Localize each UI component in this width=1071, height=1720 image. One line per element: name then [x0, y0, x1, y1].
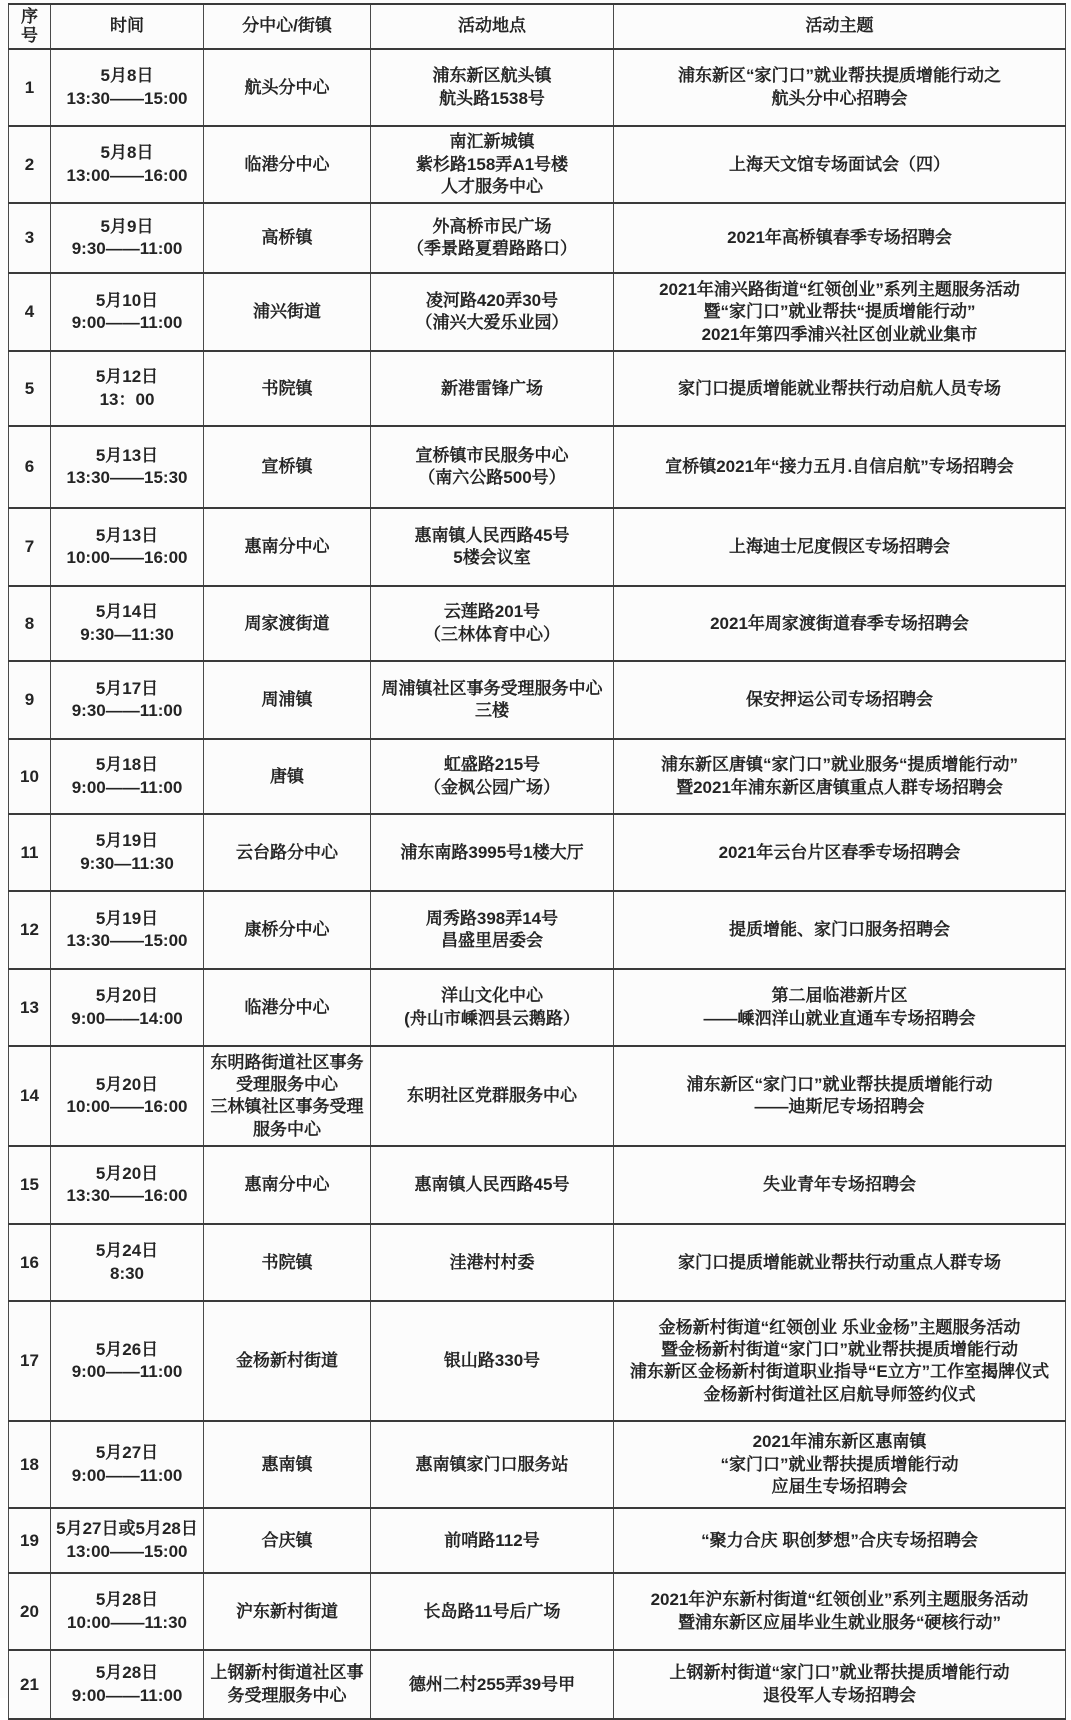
cell-line: 9:00——11:00: [71, 1685, 183, 1705]
cell-location: [371, 126, 614, 203]
col-header-location: 活动地点: [371, 4, 614, 49]
cell-theme: [614, 351, 1066, 426]
cell-line: 13:30——15:00: [66, 931, 188, 951]
cell-location: [371, 1146, 614, 1224]
cell-line: 5月19日: [95, 908, 159, 928]
cell-theme: [614, 508, 1066, 586]
cell-location: [371, 1046, 614, 1146]
cell-no: 8: [9, 586, 51, 661]
cell-center: [204, 969, 371, 1046]
cell-no: 12: [9, 891, 51, 969]
cell-line: 康桥分中心: [244, 920, 330, 940]
cell-time: [51, 814, 204, 891]
cell-time: [51, 1508, 204, 1573]
cell-line: 5月18日: [95, 755, 159, 775]
cell-line: 沪东新村街道: [236, 1601, 338, 1621]
cell-line: 书院镇: [261, 1252, 313, 1272]
cell-no: 11: [9, 814, 51, 891]
table-row: [9, 508, 1066, 586]
table-row: [9, 426, 1066, 508]
cell-time: [51, 661, 204, 739]
cell-location: [371, 351, 614, 426]
cell-line: 9:00——11:00: [71, 1362, 183, 1382]
cell-theme: [614, 1573, 1066, 1650]
cell-line: 东明路街道社区事务受理服务中心: [210, 1052, 364, 1094]
cell-line: （金枫公园广场）: [424, 777, 560, 797]
cell-line: 浦东新区“家门口”就业帮扶提质增能行动之: [678, 66, 1001, 86]
cell-line: 5月8日: [100, 66, 154, 86]
cell-line: 退役军人专场招聘会: [763, 1685, 916, 1705]
cell-line: 浦东新区唐镇“家门口”就业服务“提质增能行动”: [661, 755, 1018, 775]
col-header-no: 序号: [9, 4, 51, 49]
cell-line: 10:00——16:00: [66, 1097, 188, 1117]
cell-center: [204, 1301, 371, 1421]
cell-line: 9:00——11:00: [71, 1465, 183, 1485]
cell-line: 第二届临港新片区: [771, 986, 908, 1006]
cell-location: [371, 1301, 614, 1421]
cell-theme: [614, 1421, 1066, 1508]
cell-line: 13:00——16:00: [66, 165, 188, 185]
cell-time: [51, 586, 204, 661]
cell-line: 10:00——16:00: [66, 548, 188, 568]
cell-line: 5月14日: [95, 602, 159, 622]
cell-line: （季景路夏碧路路口）: [407, 239, 577, 259]
cell-line: 惠南镇家门口服务站: [415, 1454, 569, 1474]
cell-line: 东明社区党群服务中心: [407, 1086, 577, 1106]
cell-line: 三楼: [475, 701, 509, 721]
cell-line: 临港分中心: [244, 154, 330, 174]
cell-line: 5楼会议室: [453, 548, 531, 568]
cell-line: 13:30——16:00: [66, 1186, 188, 1206]
cell-theme: [614, 1146, 1066, 1224]
cell-location: [371, 814, 614, 891]
cell-theme: [614, 126, 1066, 203]
cell-line: 金杨新村街道社区启航导师签约仪式: [703, 1384, 976, 1404]
cell-center: [204, 891, 371, 969]
cell-theme: [614, 1046, 1066, 1146]
cell-line: 5月10日: [95, 290, 159, 310]
cell-theme: [614, 1650, 1066, 1719]
cell-line: 提质增能、家门口服务招聘会: [729, 920, 950, 940]
cell-theme: [614, 1508, 1066, 1573]
cell-time: [51, 273, 204, 351]
cell-theme: [614, 426, 1066, 508]
table-row: [9, 1301, 1066, 1421]
cell-time: [51, 126, 204, 203]
cell-line: “家门口”就业帮扶提质增能行动: [720, 1454, 959, 1474]
cell-center: [204, 739, 371, 814]
cell-line: 长岛路11号后广场: [423, 1601, 561, 1621]
cell-line: 南汇新城镇: [449, 132, 535, 152]
cell-location: [371, 891, 614, 969]
cell-line: 5月9日: [100, 216, 154, 236]
table-row: [9, 969, 1066, 1046]
cell-center: [204, 508, 371, 586]
cell-line: 周浦镇社区事务受理服务中心: [381, 678, 603, 698]
cell-theme: [614, 273, 1066, 351]
cell-line: 5月24日: [95, 1241, 159, 1261]
cell-line: 2021年周家渡街道春季专场招聘会: [710, 613, 969, 633]
cell-line: 保安押运公司专场招聘会: [746, 690, 933, 710]
table-row: [9, 1508, 1066, 1573]
cell-location: [371, 1224, 614, 1301]
cell-location: [371, 1421, 614, 1508]
cell-center: [204, 203, 371, 273]
cell-line: （南六公路500号）: [418, 468, 566, 488]
table-row: [9, 1046, 1066, 1146]
cell-line: 2021年高桥镇春季专场招聘会: [727, 228, 952, 248]
cell-theme: [614, 1301, 1066, 1421]
cell-location: [371, 1573, 614, 1650]
cell-line: 上钢新村街道社区事务受理服务中心: [210, 1663, 364, 1705]
cell-line: 洋山文化中心: [441, 986, 543, 1006]
cell-location: [371, 661, 614, 739]
cell-line: 人才服务中心: [441, 177, 543, 197]
cell-line: 应届生专场招聘会: [771, 1477, 908, 1497]
table-row: [9, 351, 1066, 426]
table-row: [9, 49, 1066, 126]
cell-time: [51, 1421, 204, 1508]
cell-line: 浦东新区金杨新村街道职业指导“E立方”工作室揭牌仪式: [629, 1362, 1050, 1382]
cell-line: 9:00——11:00: [71, 313, 183, 333]
cell-line: 周秀路398弄14号: [425, 908, 559, 928]
cell-center: [204, 1224, 371, 1301]
cell-no: 21: [9, 1650, 51, 1719]
cell-line: ——迪斯尼专场招聘会: [754, 1097, 925, 1117]
cell-line: 惠南分中心: [244, 537, 330, 557]
cell-line: 9:30——11:00: [71, 701, 183, 721]
cell-center: [204, 126, 371, 203]
cell-line: 5月20日: [95, 986, 159, 1006]
cell-line: 新港雷锋广场: [441, 378, 543, 398]
cell-time: [51, 891, 204, 969]
cell-line: 惠南镇人民西路45号: [414, 1175, 570, 1195]
cell-line: 10:00——11:30: [66, 1612, 188, 1632]
cell-line: 5月28日: [95, 1590, 159, 1610]
cell-line: 惠南镇人民西路45号: [414, 525, 570, 545]
cell-theme: [614, 203, 1066, 273]
cell-line: 云台路分中心: [236, 842, 338, 862]
cell-line: 9:30—11:30: [80, 853, 174, 873]
cell-line: 德州二村255弄39号甲: [408, 1674, 576, 1694]
col-header-time: 时间: [51, 4, 204, 49]
cell-line: 金杨新村街道: [236, 1351, 338, 1371]
table-row: [9, 814, 1066, 891]
cell-line: 高桥镇: [261, 228, 313, 248]
cell-line: 宣桥镇2021年“接力五月.自信启航”专场招聘会: [665, 457, 1014, 477]
cell-time: [51, 426, 204, 508]
cell-line: 5月12日: [95, 367, 159, 387]
table-row: [9, 739, 1066, 814]
cell-line: 周浦镇: [261, 690, 313, 710]
cell-no: 16: [9, 1224, 51, 1301]
cell-line: 惠南镇: [261, 1454, 313, 1474]
cell-line: 5月28日: [95, 1663, 159, 1683]
cell-theme: [614, 49, 1066, 126]
cell-line: 13：00: [99, 389, 155, 409]
cell-line: 5月26日: [95, 1339, 159, 1359]
cell-line: （浦兴大爱乐业园）: [415, 313, 569, 333]
cell-location: [371, 739, 614, 814]
cell-line: 浦东新区“家门口”就业帮扶提质增能行动: [686, 1074, 993, 1094]
cell-line: 凌河路420弄30号: [425, 290, 559, 310]
cell-line: 紫杉路158弄A1号楼: [415, 154, 569, 174]
cell-line: 三林镇社区事务受理服务中心: [210, 1097, 364, 1139]
cell-no: 7: [9, 508, 51, 586]
cell-location: [371, 1650, 614, 1719]
cell-line: 浦东新区航头镇: [432, 66, 552, 86]
cell-theme: [614, 814, 1066, 891]
cell-line: 浦兴街道: [253, 302, 321, 322]
cell-line: 5月13日: [95, 525, 159, 545]
table-row: [9, 126, 1066, 203]
cell-line: 5月13日: [95, 445, 159, 465]
cell-line: 9:00——11:00: [71, 777, 183, 797]
cell-line: 航头分中心招聘会: [771, 88, 908, 108]
cell-no: 20: [9, 1573, 51, 1650]
table-row: [9, 1224, 1066, 1301]
cell-center: [204, 661, 371, 739]
cell-no: 2: [9, 126, 51, 203]
cell-time: [51, 739, 204, 814]
cell-line: 浦东南路3995号1楼大厅: [400, 842, 584, 862]
cell-line: 5月27日或5月28日: [56, 1519, 198, 1539]
table-row: [9, 1146, 1066, 1224]
cell-line: 8:30: [109, 1263, 145, 1283]
cell-line: 合庆镇: [261, 1530, 313, 1550]
cell-theme: [614, 739, 1066, 814]
cell-theme: [614, 661, 1066, 739]
cell-location: [371, 203, 614, 273]
cell-center: [204, 1508, 371, 1573]
cell-no: 9: [9, 661, 51, 739]
cell-line: 洼港村村委: [449, 1252, 535, 1272]
cell-line: 暨“家门口”就业帮扶“提质增能行动”: [703, 302, 976, 322]
cell-line: 13:30——15:00: [66, 88, 188, 108]
cell-center: [204, 1573, 371, 1650]
cell-time: [51, 351, 204, 426]
cell-location: [371, 1508, 614, 1573]
cell-no: 19: [9, 1508, 51, 1573]
table-row: [9, 586, 1066, 661]
cell-location: [371, 426, 614, 508]
col-header-center: 分中心/街镇: [204, 4, 371, 49]
cell-line: 13:00——15:00: [66, 1541, 188, 1561]
cell-line: 书院镇: [261, 378, 313, 398]
cell-no: 14: [9, 1046, 51, 1146]
cell-line: 2021年浦东新区惠南镇: [752, 1432, 927, 1452]
cell-line: 云莲路201号: [443, 602, 541, 622]
cell-center: [204, 426, 371, 508]
cell-no: 1: [9, 49, 51, 126]
cell-no: 17: [9, 1301, 51, 1421]
table-row: [9, 661, 1066, 739]
cell-line: 2021年浦兴路街道“红领创业”系列主题服务活动: [659, 279, 1020, 299]
cell-location: [371, 508, 614, 586]
cell-no: 18: [9, 1421, 51, 1508]
cell-time: [51, 1146, 204, 1224]
cell-no: 4: [9, 273, 51, 351]
cell-line: 上钢新村街道“家门口”就业帮扶提质增能行动: [669, 1663, 1010, 1683]
cell-line: 上海天文馆专场面试会（四）: [729, 154, 950, 174]
cell-line: 宣桥镇: [261, 457, 313, 477]
cell-line: 暨浦东新区应届毕业生就业服务“硬核行动”: [678, 1612, 1001, 1632]
cell-line: 航头分中心: [244, 77, 330, 97]
col-header-theme: 活动主题: [614, 4, 1066, 49]
cell-no: 10: [9, 739, 51, 814]
header-row: [9, 4, 1066, 49]
cell-line: 周家渡街道: [244, 613, 330, 633]
cell-line: 5月27日: [95, 1443, 159, 1463]
cell-center: [204, 814, 371, 891]
cell-line: 前哨路112号: [444, 1530, 540, 1550]
cell-line: 航头路1538号: [439, 88, 545, 108]
cell-line: 暨金杨新村街道“家门口”就业帮扶提质增能行动: [661, 1339, 1018, 1359]
table-row: [9, 203, 1066, 273]
cell-no: 3: [9, 203, 51, 273]
cell-center: [204, 1046, 371, 1146]
cell-no: 15: [9, 1146, 51, 1224]
cell-line: “聚力合庆 职创梦想”合庆专场招聘会: [701, 1530, 978, 1550]
table-row: [9, 1650, 1066, 1719]
cell-line: 9:30——11:00: [71, 239, 183, 259]
cell-time: [51, 203, 204, 273]
cell-time: [51, 969, 204, 1046]
table-row: [9, 1573, 1066, 1650]
cell-no: 5: [9, 351, 51, 426]
cell-line: 家门口提质增能就业帮扶行动重点人群专场: [678, 1252, 1001, 1272]
cell-line: 5月19日: [95, 831, 159, 851]
cell-line: 13:30——15:30: [66, 468, 188, 488]
cell-line: 宣桥镇市民服务中心: [415, 445, 569, 465]
cell-no: 13: [9, 969, 51, 1046]
cell-time: [51, 508, 204, 586]
cell-line: 外高桥市民广场: [432, 216, 552, 236]
cell-line: 2021年第四季浦兴社区创业就业集市: [701, 324, 978, 344]
cell-line: 9:00——14:00: [71, 1008, 183, 1028]
events-table: [8, 3, 1066, 1720]
cell-line: 唐镇: [270, 766, 304, 786]
cell-line: 9:30—11:30: [80, 624, 174, 644]
cell-line: 上海迪士尼度假区专场招聘会: [729, 537, 950, 557]
cell-line: ——嵊泗洋山就业直通车专场招聘会: [703, 1008, 976, 1028]
cell-location: [371, 49, 614, 126]
cell-line: 5月20日: [95, 1074, 159, 1094]
cell-time: [51, 1301, 204, 1421]
cell-theme: [614, 969, 1066, 1046]
cell-line: （三林体育中心）: [424, 624, 560, 644]
cell-center: [204, 586, 371, 661]
cell-line: 5月17日: [95, 678, 159, 698]
cell-line: 失业青年专场招聘会: [763, 1175, 916, 1195]
table-row: [9, 1421, 1066, 1508]
table-row: [9, 891, 1066, 969]
cell-center: [204, 1421, 371, 1508]
cell-line: 临港分中心: [244, 997, 330, 1017]
cell-line: 2021年云台片区春季专场招聘会: [718, 842, 961, 862]
cell-time: [51, 1046, 204, 1146]
cell-line: 5月8日: [100, 143, 154, 163]
cell-time: [51, 49, 204, 126]
cell-line: 5月20日: [95, 1163, 159, 1183]
cell-line: 银山路330号: [443, 1351, 541, 1371]
cell-center: [204, 351, 371, 426]
cell-time: [51, 1650, 204, 1719]
cell-line: 家门口提质增能就业帮扶行动启航人员专场: [678, 378, 1001, 398]
cell-line: 惠南分中心: [244, 1175, 330, 1195]
cell-line: 金杨新村街道“红领创业 乐业金杨”主题服务活动: [658, 1317, 1021, 1337]
cell-theme: [614, 1224, 1066, 1301]
cell-line: 昌盛里居委会: [441, 931, 543, 951]
cell-time: [51, 1573, 204, 1650]
cell-location: [371, 273, 614, 351]
cell-no: 6: [9, 426, 51, 508]
cell-center: [204, 1650, 371, 1719]
cell-theme: [614, 891, 1066, 969]
table-row: [9, 273, 1066, 351]
cell-center: [204, 1146, 371, 1224]
cell-line: 2021年沪东新村街道“红领创业”系列主题服务活动: [650, 1590, 1029, 1610]
cell-location: [371, 969, 614, 1046]
cell-theme: [614, 586, 1066, 661]
cell-time: [51, 1224, 204, 1301]
cell-center: [204, 273, 371, 351]
cell-location: [371, 586, 614, 661]
cell-center: [204, 49, 371, 126]
cell-line: 暨2021年浦东新区唐镇重点人群专场招聘会: [676, 777, 1003, 797]
cell-line: (舟山市嵊泗县云鹅路）: [404, 1008, 580, 1028]
cell-line: 虹盛路215号: [443, 755, 541, 775]
